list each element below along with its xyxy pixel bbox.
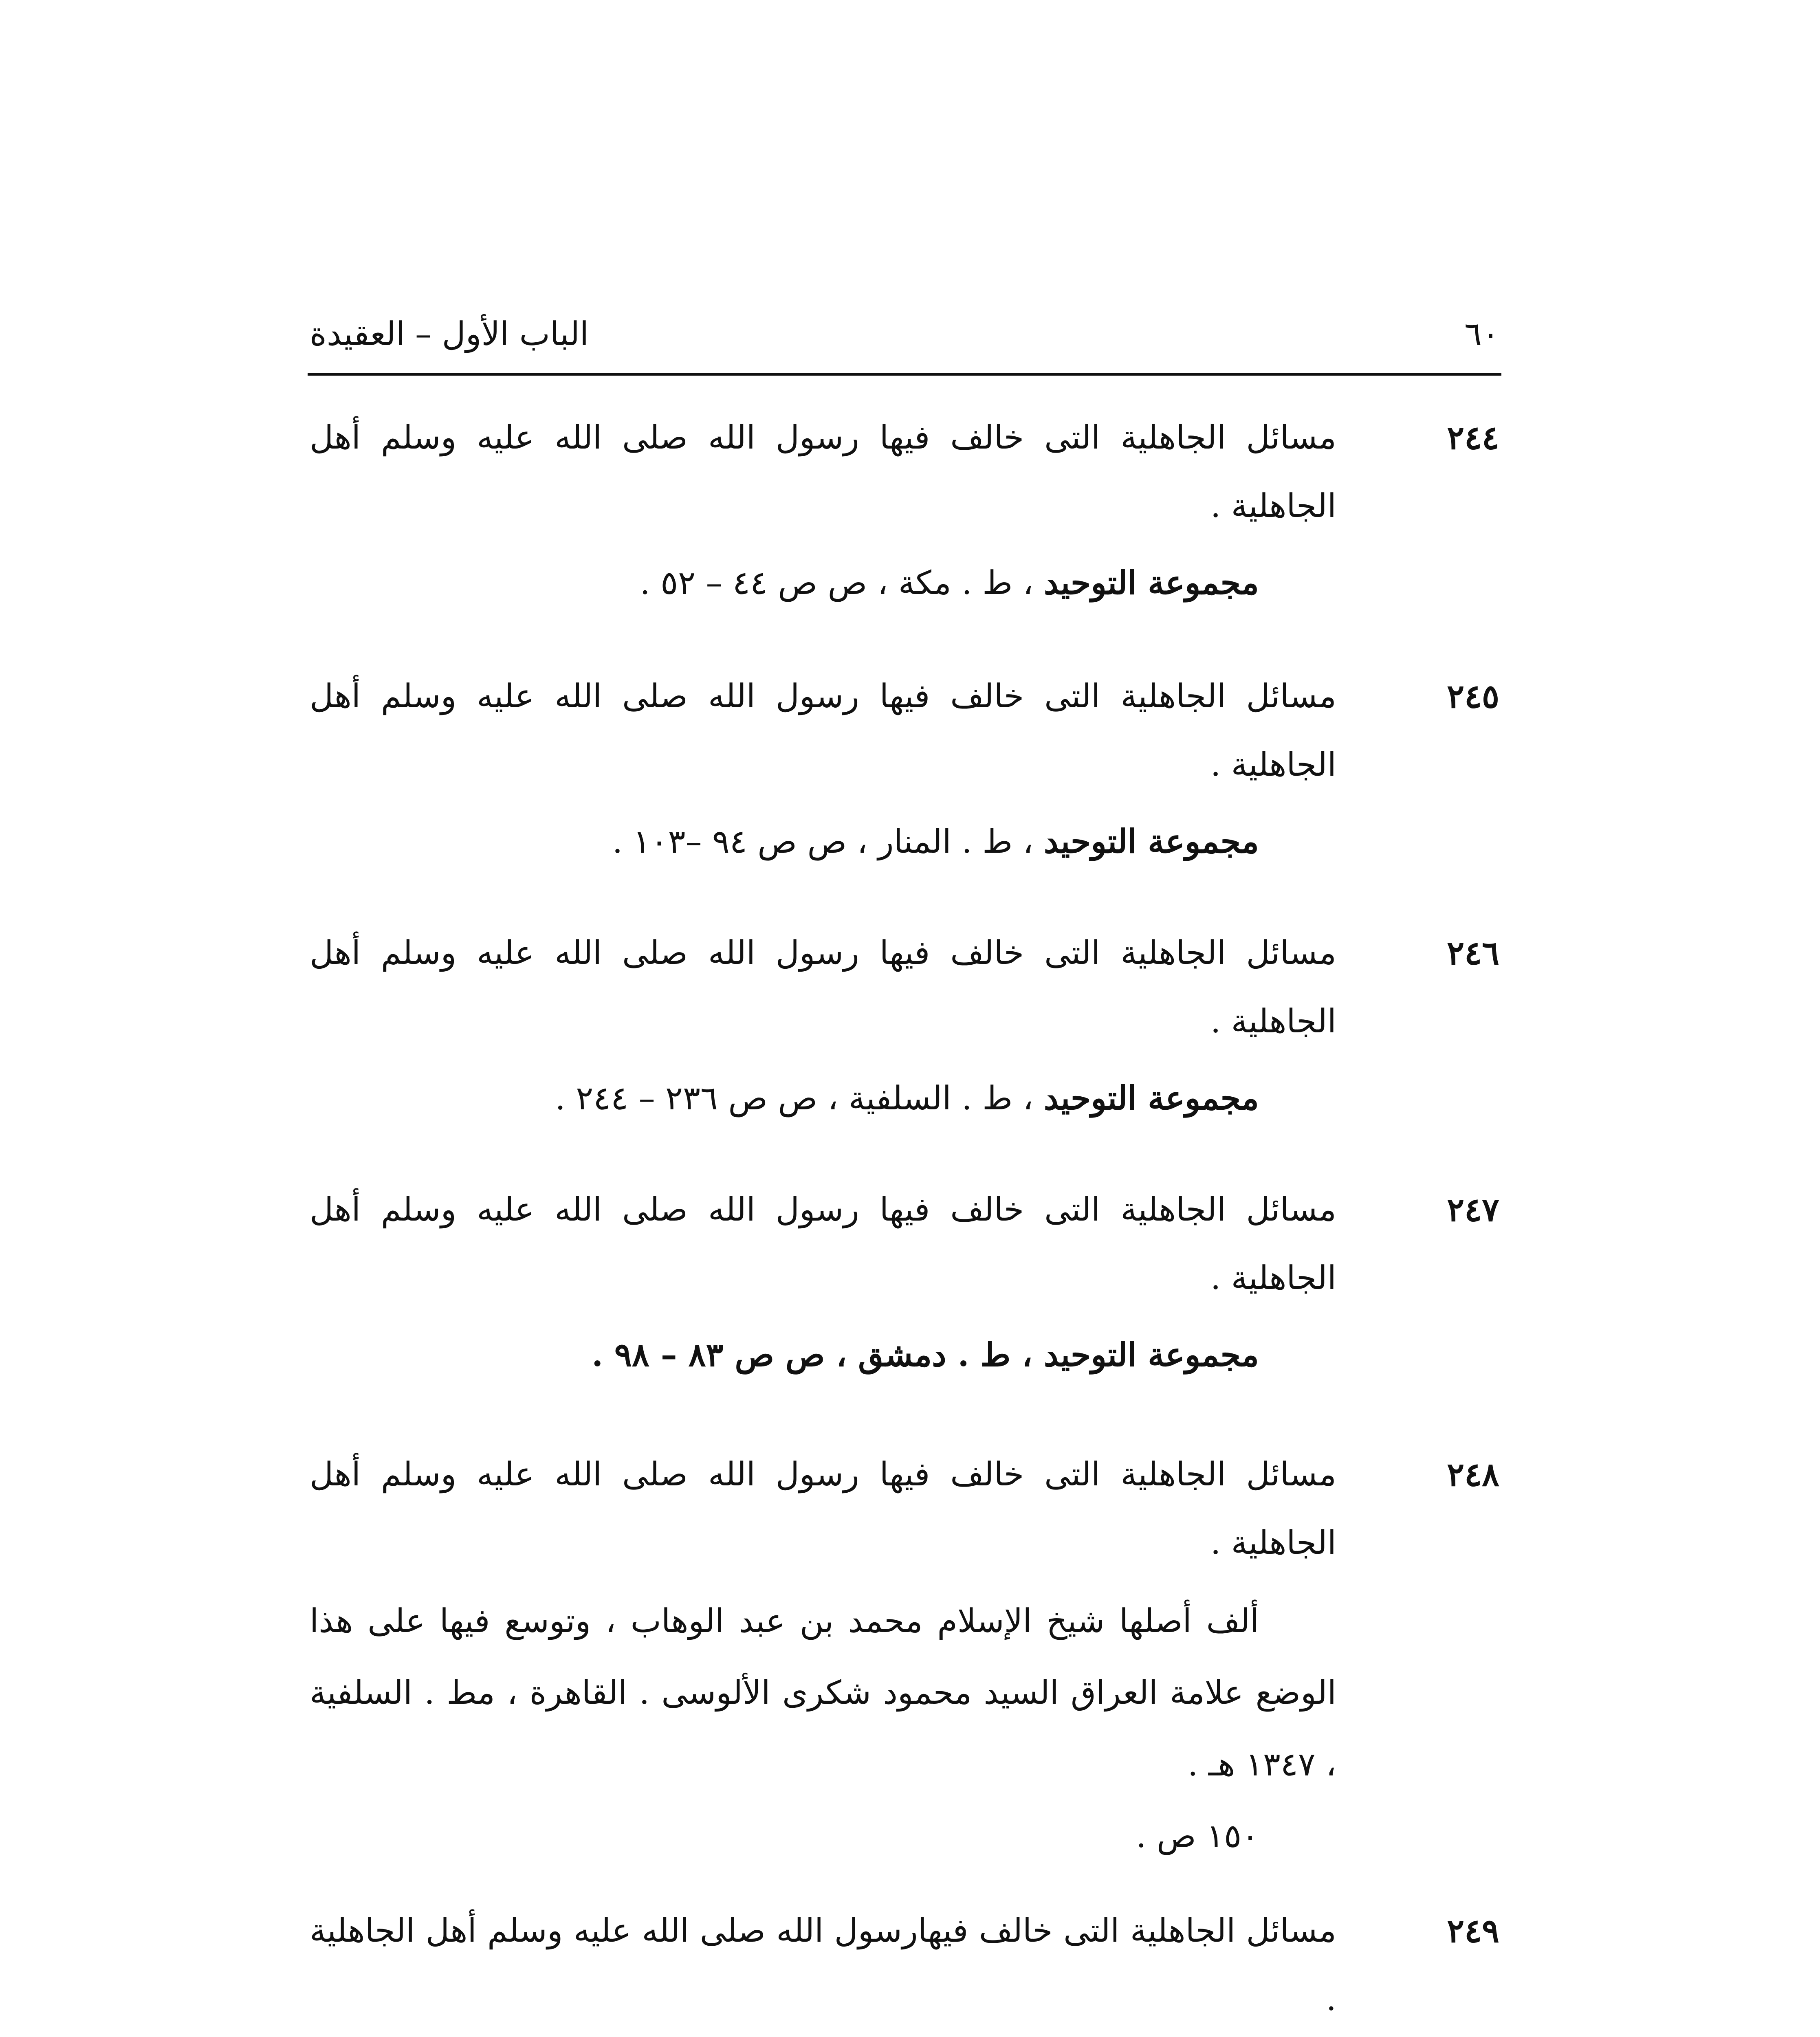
entry-body [310,662,1336,876]
entry-title: مسائل الجاهلية التى خالف فيها رسول الله صلى الله عليه وسلم أهل الجاهلية . [310,677,1336,783]
bibliography-entry [310,1440,1499,1872]
reference-source: مجموعة التوحيد [1043,1079,1259,1117]
entry-title: مسائل الجاهلية التى خالف فيها رسول الله صلى الله عليه وسلم أهل الجاهلية . [310,418,1336,525]
entry-reference [310,807,1259,876]
bibliography-entry [310,403,1499,617]
entry-body [310,1896,1336,2037]
reference-details: ، ط . المنار ، ص ص ٩٤ –١٠٣ . [612,823,1044,860]
reference-source: مجموعة التوحيد [1043,822,1259,860]
entry-title: مسائل الجاهلية التى خالف فيها رسول الله صلى الله عليه وسلم أهل الجاهلية . [310,1190,1336,1297]
bibliography-entry [310,1896,1499,2037]
entry-body [310,403,1336,617]
bibliography-entry [310,1175,1499,1389]
entry-reference [310,1064,1259,1133]
reference-details: ، ط . السلفية ، ص ص ٢٣٦ – ٢٤٤ . [555,1079,1044,1117]
entry-title: مسائل الجاهلية التى خالف فيها رسول الله صلى الله عليه وسلم أهل الجاهلية . [310,934,1336,1040]
entry-reference [310,548,1259,617]
page-number: ٦٠ [1464,315,1499,353]
entry-note: ألف أصلها شيخ الإسلام محمد بن عبد الوهاب ، وتوسع فيها على هذا الوضع علامة العراق السيد محمود شكرى الألوسى . القاهرة ، مط . السلفية ، ١٣٤٧ هـ . [310,1602,1336,1783]
entry-number: ٢٤٨ [1447,1455,1499,1494]
entry-number: ٢٤٧ [1447,1190,1499,1229]
entry-number: ٢٤٥ [1447,677,1499,715]
page-header [310,310,1499,359]
running-title: الباب الأول – العقيدة [310,315,589,353]
entry-body [310,919,1336,1133]
entry-number: ٢٤٤ [1447,418,1499,457]
entry-body [310,1175,1336,1389]
reference-details: ، ط . مكة ، ص ص ٤٤ – ٥٢ . [640,564,1044,602]
entry-title: مسائل الجاهلية التى خالف فيها رسول الله صلى الله عليه وسلم أهل الجاهلية . [310,1455,1336,1562]
entry-body [310,1440,1336,1872]
reference-source: مجموعة التوحيد [1043,563,1259,602]
entry-number: ٢٤٩ [1447,1912,1499,1950]
bibliography-entry [310,919,1499,1133]
entry-number: ٢٤٦ [1447,934,1499,972]
reference-source: مجموعة التوحيد ، ط . دمشق ، ص ص ٨٣ – ٩٨ . [592,1335,1259,1374]
bibliography-entry [310,662,1499,876]
entry-reference [310,1320,1259,1389]
entry-title: مسائل الجاهلية التى خالف فيهارسول الله صلى الله عليه وسلم أهل الجاهلية . [310,1912,1336,2018]
entry-page-count: ١٥٠ ص . [1136,1817,1259,1855]
header-rule [308,373,1501,376]
